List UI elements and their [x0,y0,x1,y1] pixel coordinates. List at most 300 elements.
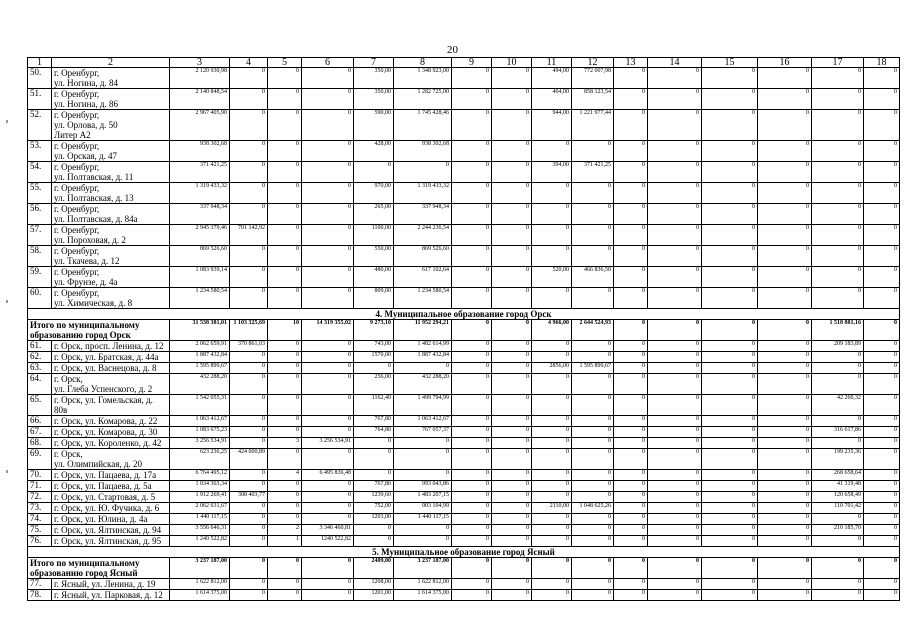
column-header: 1 [28,58,52,68]
value-cell: 0 [532,288,572,309]
address-cell: г. Орск, ул. Олимпийская, д. 20 [52,449,170,470]
value-cell: 0 [614,267,648,288]
row-number: 51. [28,89,52,110]
row-number: 61. [28,341,52,352]
value-cell: 0 [268,503,302,514]
value-cell: 0 [532,481,572,492]
address-cell: г. Орск, ул. Братская, д. 44а [52,352,170,363]
value-cell: 0 [230,246,268,267]
value-cell: 0 [492,352,532,363]
value-cell: 944,00 [532,110,572,141]
column-number-row [28,58,900,68]
value-cell: 767,80 [354,481,394,492]
value-cell: 0 [864,225,900,246]
table-row [28,395,900,416]
value-cell: 0 [648,514,702,525]
value-cell: 0 [614,427,648,438]
value-cell: 0 [572,225,614,246]
value-cell: 0 [614,225,648,246]
value-cell: 0 [492,225,532,246]
value-cell: 809,00 [354,288,394,309]
value-cell: 0 [812,288,864,309]
value-cell: 0 [492,536,532,547]
value-cell: 464,00 [532,89,572,110]
value-cell: 110 701,42 [812,503,864,514]
value-cell: 0 [452,110,492,141]
column-header: 16 [758,58,812,68]
column-header: 11 [532,58,572,68]
value-cell: 0 [492,288,532,309]
value-cell: 0 [572,341,614,352]
value-cell: 0 [302,162,354,183]
row-number: 71. [28,481,52,492]
value-cell: 0 [302,481,354,492]
value-cell: 0 [268,492,302,503]
table-row [28,590,900,601]
value-cell: 0 [302,267,354,288]
value-cell: 0 [758,536,812,547]
value-cell: 1 614 375,00 [170,590,230,601]
row-number: 69. [28,449,52,470]
value-cell: 1 048 625,26 [572,503,614,514]
address-cell: г. Орск, ул. Пацаева, д. 5а [52,481,170,492]
value-cell: 0 [648,503,702,514]
table-body [28,68,900,601]
value-cell: 0 [268,204,302,225]
value-cell: 0 [758,225,812,246]
value-cell: 0 [452,352,492,363]
value-cell: 0 [532,246,572,267]
value-cell: 0 [702,352,758,363]
address-cell: г. Оренбург, ул. Пороховая, д. 2 [52,225,170,246]
value-cell: 0 [702,503,758,514]
row-number: 77. [28,579,52,590]
value-cell: 0 [302,427,354,438]
value-cell: 520,00 [532,267,572,288]
value-cell: 0 [230,68,268,89]
value-cell: 0 [648,427,702,438]
value-cell: 0 [864,449,900,470]
value-cell: 0 [492,68,532,89]
value-cell: 1162,40 [354,395,394,416]
value-cell: 0 [702,68,758,89]
value-cell: 256,00 [354,374,394,395]
total-cell: 0 [614,320,648,341]
value-cell: 0 [492,438,532,449]
value-cell: 772 007,98 [572,68,614,89]
value-cell: 1100,00 [354,225,394,246]
value-cell: 0 [864,110,900,141]
value-cell: 0 [394,438,452,449]
value-cell: 0 [812,89,864,110]
value-cell: 0 [302,110,354,141]
value-cell: 0 [532,514,572,525]
value-cell: 0 [864,204,900,225]
value-cell: 0 [864,374,900,395]
value-cell: 0 [532,225,572,246]
total-cell: 10 [268,320,302,341]
column-header: 6 [302,58,354,68]
value-cell: 0 [492,141,532,162]
value-cell: 0 [864,89,900,110]
value-cell: 0 [230,162,268,183]
value-cell: 0 [648,590,702,601]
value-cell: 1 482 614,99 [394,341,452,352]
total-cell: 4 966,00 [532,320,572,341]
value-cell: 0 [648,525,702,536]
value-cell: 2 945 379,46 [170,225,230,246]
value-cell: 1 622 812,00 [170,579,230,590]
value-cell: 0 [864,579,900,590]
total-cell: 0 [268,558,302,579]
value-cell: 0 [648,110,702,141]
value-cell: 0 [302,416,354,427]
value-cell: 268 658,64 [812,470,864,481]
value-cell: 0 [230,363,268,374]
value-cell: 0 [572,416,614,427]
value-cell: 0 [614,183,648,204]
row-number: 59. [28,267,52,288]
value-cell: 0 [648,536,702,547]
value-cell: 0 [268,514,302,525]
value-cell: 0 [702,110,758,141]
page-number: 20 [447,44,458,56]
value-cell: 0 [268,395,302,416]
value-cell: 701 142,92 [230,225,268,246]
total-row [28,558,900,579]
value-cell: 3 [268,438,302,449]
value-cell: 1 622 812,00 [394,579,452,590]
value-cell: 0 [648,374,702,395]
value-cell: 0 [492,110,532,141]
value-cell: 0 [758,246,812,267]
value-cell: 0 [492,514,532,525]
value-cell: 0 [268,183,302,204]
value-cell: 0 [230,110,268,141]
value-cell: 3 256 534,91 [170,438,230,449]
value-cell: 1 282 725,00 [394,89,452,110]
column-header: 3 [170,58,230,68]
value-cell: 0 [614,204,648,225]
column-header: 13 [614,58,648,68]
value-cell: 1 745 428,46 [394,110,452,141]
row-number: 53. [28,141,52,162]
value-cell: 0 [572,492,614,503]
value-cell: 0 [532,141,572,162]
value-cell: 0 [614,590,648,601]
value-cell: 0 [302,225,354,246]
table-row [28,536,900,547]
value-cell: 903 104,99 [394,503,452,514]
value-cell: 0 [492,162,532,183]
value-cell: 0 [812,514,864,525]
value-cell: 424 000,89 [230,449,268,470]
value-cell: 0 [302,590,354,601]
value-cell: 4 [268,470,302,481]
address-cell: г. Оренбург, ул. Химическая, д. 8 [52,288,170,309]
value-cell: 0 [864,536,900,547]
total-cell: 0 [532,558,572,579]
row-number: 65. [28,395,52,416]
value-cell: 0 [532,492,572,503]
value-cell: 0 [614,110,648,141]
value-cell: 1 499 794,99 [394,395,452,416]
table-row [28,363,900,374]
table-row [28,470,900,481]
table-row [28,503,900,514]
row-number: 73. [28,503,52,514]
value-cell: 0 [648,579,702,590]
value-cell: 0 [230,141,268,162]
column-header: 18 [864,58,900,68]
value-cell: 1203,00 [354,514,394,525]
row-number: 64. [28,374,52,395]
scan-mark [6,300,8,303]
value-cell: 3 256 534,91 [302,438,354,449]
value-cell: 0 [702,470,758,481]
value-cell: 0 [268,225,302,246]
column-header: 10 [492,58,532,68]
value-cell: 0 [812,579,864,590]
value-cell: 0 [864,288,900,309]
value-cell: 0 [758,579,812,590]
value-cell: 480,00 [354,267,394,288]
value-cell: 1570,00 [354,352,394,363]
value-cell: 2 [268,525,302,536]
value-cell: 1 234 580,54 [170,288,230,309]
value-cell: 0 [268,162,302,183]
value-cell: 0 [864,481,900,492]
table-row [28,514,900,525]
row-number: 55. [28,183,52,204]
value-cell: 938 302,68 [394,141,452,162]
value-cell: 120 658,49 [812,492,864,503]
column-header: 12 [572,58,614,68]
value-cell: 1 887 432,84 [394,352,452,363]
row-number: 70. [28,470,52,481]
value-cell: 0 [394,162,452,183]
value-cell: 767,80 [354,416,394,427]
value-cell: 0 [268,141,302,162]
value-cell: 0 [758,416,812,427]
value-cell: 0 [812,590,864,601]
value-cell: 2 140 848,54 [170,89,230,110]
value-cell: 0 [758,162,812,183]
value-cell: 0 [268,68,302,89]
value-cell: 1 887 432,84 [170,352,230,363]
value-cell: 0 [452,449,492,470]
value-cell: 0 [702,536,758,547]
value-cell: 0 [492,427,532,438]
value-cell: 371 421,25 [572,162,614,183]
value-cell: 869 526,60 [394,246,452,267]
value-cell: 0 [648,267,702,288]
value-cell: 0 [492,481,532,492]
table-row [28,416,900,427]
value-cell: 0 [648,204,702,225]
value-cell: 0 [812,246,864,267]
total-cell: 0 [758,558,812,579]
value-cell: 0 [354,162,394,183]
value-cell: 0 [758,68,812,89]
value-cell: 0 [532,590,572,601]
value-cell: 0 [452,267,492,288]
value-cell: 0 [614,162,648,183]
value-cell: 0 [230,470,268,481]
address-cell: г. Орск, ул. Гомельская, д. 80в [52,395,170,416]
value-cell: 0 [614,288,648,309]
value-cell: 0 [702,246,758,267]
value-cell: 0 [492,374,532,395]
value-cell: 0 [532,525,572,536]
value-cell: 1 083 675,23 [170,427,230,438]
value-cell: 0 [864,141,900,162]
value-cell: 0 [394,470,452,481]
value-cell: 0 [492,363,532,374]
value-cell: 0 [758,141,812,162]
value-cell: 0 [812,267,864,288]
value-cell: 623 236,25 [170,449,230,470]
total-cell: 9 273,10 [354,320,394,341]
value-cell: 0 [758,183,812,204]
value-cell: 0 [572,536,614,547]
value-cell: 0 [452,579,492,590]
value-cell: 0 [614,246,648,267]
value-cell: 0 [614,352,648,363]
value-cell: 0 [864,416,900,427]
address-cell: г. Оренбург, ул. Орлова, д. 50 Литер А2 [52,110,170,141]
value-cell: 0 [230,503,268,514]
value-cell: 1 240 522,82 [170,536,230,547]
row-number: 76. [28,536,52,547]
value-cell: 0 [648,162,702,183]
value-cell: 0 [230,288,268,309]
value-cell: 0 [648,246,702,267]
value-cell: 0 [354,536,394,547]
value-cell: 1 063 412,67 [394,416,452,427]
value-cell: 0 [230,525,268,536]
value-cell: 1208,00 [354,579,394,590]
table-row [28,141,900,162]
value-cell: 0 [702,162,758,183]
value-cell: 0 [648,89,702,110]
value-cell: 0 [614,470,648,481]
value-cell: 0 [614,395,648,416]
value-cell: 1201,00 [354,590,394,601]
value-cell: 0 [354,438,394,449]
table-row [28,579,900,590]
value-cell: 0 [452,470,492,481]
total-cell: 0 [572,558,614,579]
value-cell: 0 [572,427,614,438]
value-cell: 0 [758,288,812,309]
value-cell: 0 [864,363,900,374]
value-cell: 0 [758,267,812,288]
value-cell: 0 [302,492,354,503]
address-cell: г. Оренбург, ул. Ногина, д. 86 [52,89,170,110]
value-cell: 0 [702,525,758,536]
value-cell: 0 [532,449,572,470]
value-cell: 0 [758,374,812,395]
address-cell: г. Орск, ул. Васнецова, д. 8 [52,363,170,374]
value-cell: 0 [532,183,572,204]
value-cell: 993 043,86 [394,481,452,492]
value-cell: 0 [648,183,702,204]
value-cell: 494,00 [532,68,572,89]
value-cell: 0 [864,503,900,514]
value-cell: 0 [864,267,900,288]
address-cell: г. Орск, ул. Короленко, д. 42 [52,438,170,449]
value-cell: 0 [532,470,572,481]
value-cell: 0 [702,427,758,438]
value-cell: 0 [532,536,572,547]
value-cell: 0 [302,204,354,225]
row-number: 75. [28,525,52,536]
value-cell: 0 [452,68,492,89]
value-cell: 0 [302,288,354,309]
value-cell: 0 [864,68,900,89]
value-cell: 0 [702,267,758,288]
value-cell: 590,00 [354,110,394,141]
value-cell: 0 [572,374,614,395]
total-cell: 1 103 325,69 [230,320,268,341]
value-cell: 2 967 405,90 [170,110,230,141]
value-cell: 0 [614,374,648,395]
value-cell: 308 403,77 [230,492,268,503]
value-cell: 0 [864,352,900,363]
address-cell: г. Оренбург, ул. Фрунзе, д. 4а [52,267,170,288]
value-cell: 0 [268,246,302,267]
table-row [28,267,900,288]
value-cell: 0 [268,416,302,427]
value-cell: 0 [812,110,864,141]
value-cell: 0 [492,267,532,288]
value-cell: 0 [614,525,648,536]
address-cell: г. Орск, ул. Глеба Успенского, д. 2 [52,374,170,395]
value-cell: 0 [268,374,302,395]
value-cell: 350,00 [354,68,394,89]
value-cell: 0 [452,374,492,395]
value-cell: 265,00 [354,204,394,225]
value-cell: 0 [572,525,614,536]
value-cell: 0 [812,352,864,363]
value-cell: 0 [302,449,354,470]
value-cell: 938 302,68 [170,141,230,162]
value-cell: 0 [614,141,648,162]
column-header: 8 [394,58,452,68]
value-cell: 2 120 930,98 [170,68,230,89]
value-cell: 0 [394,525,452,536]
value-cell: 0 [702,341,758,352]
total-cell: 0 [702,320,758,341]
address-cell: г. Орск, ул. Стартовая, д. 5 [52,492,170,503]
value-cell: 3 556 646,31 [170,525,230,536]
value-cell: 1 083 939,14 [170,267,230,288]
value-cell: 0 [268,363,302,374]
value-cell: 0 [492,246,532,267]
value-cell: 0 [354,470,394,481]
value-cell: 0 [230,438,268,449]
row-number: 72. [28,492,52,503]
value-cell: 0 [758,525,812,536]
value-cell: 0 [302,395,354,416]
total-cell: 0 [492,558,532,579]
value-cell: 370 861,03 [230,341,268,352]
address-cell: г. Орск, ул. Юлина, д. 4а [52,514,170,525]
value-cell: 0 [572,514,614,525]
total-cell: 0 [702,558,758,579]
row-number: 56. [28,204,52,225]
